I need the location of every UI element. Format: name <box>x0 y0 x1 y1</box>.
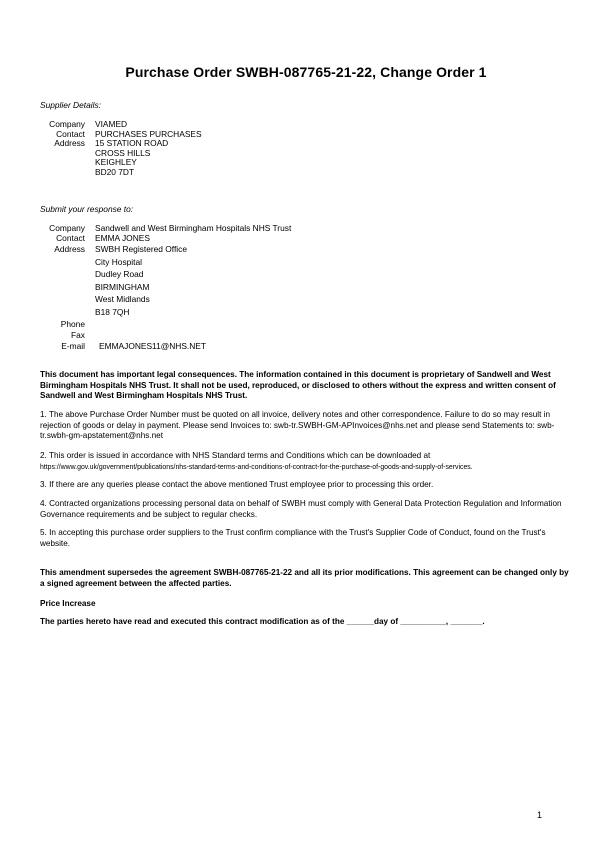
supplier-address-row <box>40 168 202 178</box>
supplier-contact-value: PURCHASES PURCHASES <box>95 128 202 139</box>
response-company-key: Company <box>49 223 85 233</box>
term-1: 1. The above Purchase Order Number must be quoted on all invoice, delivery notes and other correspondence. Failure to do so may result in rejection of goods or delay in payment. Please send Invoices to: swb-tr.SWBH-GM-APInvoices@nhs.net and please send Statements to: swb-tr.swbh-gm-apstatement@nhs.net <box>40 410 555 441</box>
response-address-row <box>40 256 291 269</box>
response-address-line: BIRMINGHAM <box>95 281 150 292</box>
response-address-line: West Midlands <box>95 294 150 305</box>
response-company-value: Sandwell and West Birmingham Hospitals NHS Trust <box>95 223 292 233</box>
response-address-row <box>40 293 291 306</box>
response-address-row <box>40 281 291 294</box>
term-2 <box>40 451 570 473</box>
supplier-details <box>40 120 202 178</box>
response-address-row <box>40 306 291 319</box>
response-phone-key: Phone <box>60 319 85 330</box>
supplier-contact-key: Contact <box>56 128 85 139</box>
response-email-row <box>40 340 291 353</box>
page-title: Purchase Order SWBH-087765-21-22, Change Order 1 <box>125 64 487 80</box>
response-section-label: Submit your response to: <box>40 204 134 214</box>
response-address-line: B18 7QH <box>95 306 130 317</box>
response-address-row <box>40 268 291 281</box>
response-fax-row <box>40 331 291 341</box>
response-phone-value <box>95 318 291 331</box>
legal-notice: This document has important legal consequences. The information contained in this document is proprietary of Sandwell and West Birmingham Hospitals NHS Trust. It shall not be used, reproduced, or disclosed to others without the express and written consent of Sandwell and West Birmingham Hospitals NHS Trust. <box>40 370 556 401</box>
response-contact-value: EMMA JONES <box>95 232 150 243</box>
page-number: 1 <box>536 810 542 820</box>
term-3: 3. If there are any queries please contact the above mentioned Trust employee prior to processing this order. <box>40 480 434 489</box>
terms-url-link[interactable]: https://www.gov.uk/government/publications/nhs-standard-terms-and-conditions-of-contract-for-the-purchase-of-goods-and-supply-of-services. <box>40 463 473 471</box>
supplier-address-line: KEIGHLEY <box>95 157 137 168</box>
response-address-line: Dudley Road <box>95 269 144 280</box>
response-contact-row <box>40 234 291 244</box>
supplier-address-key: Address <box>54 138 85 149</box>
supplier-section-label: Supplier Details: <box>40 100 101 110</box>
supplier-company-value: VIAMED <box>95 119 128 129</box>
amendment-text: This amendment supersedes the agreement SWBH-087765-21-22 and all its prior modifications. This agreement can be changed only by a signed agreement between the affected parties. <box>40 568 569 588</box>
response-address-line: SWBH Registered Office <box>95 244 188 255</box>
change-reason: Price Increase <box>40 599 96 608</box>
supplier-address-line: CROSS HILLS <box>95 147 151 158</box>
supplier-address-line: BD20 7DT <box>95 166 135 177</box>
response-fax-key: Fax <box>71 329 85 340</box>
response-fax-value <box>95 331 291 341</box>
response-address-line: City Hospital <box>95 256 143 267</box>
response-phone-row <box>40 318 291 331</box>
supplier-address-line: 15 STATION ROAD <box>95 138 169 149</box>
response-email-value: EMMAJONES11@NHS.NET <box>99 341 207 352</box>
execution-clause: The parties hereto have read and executed this contract modification as of the ______day of __________, _______. <box>40 617 485 626</box>
term-5: 5. In accepting this purchase order suppliers to the Trust confirm compliance with the Trust's Supplier Code of Conduct, found on the Trust's website. <box>40 528 546 548</box>
response-address-row <box>40 243 291 256</box>
response-email-key: E-mail <box>61 341 85 352</box>
term-2-text: 2. This order is issued in accordance with NHS Standard terms and Conditions which can be downloaded at <box>40 451 431 460</box>
supplier-company-key: Company <box>49 119 85 129</box>
term-4: 4. Contracted organizations processing personal data on behalf of SWBH must comply with General Data Protection Regulation and Information Governance requirements and be subject to regular checks. <box>40 499 562 519</box>
response-details <box>40 224 291 353</box>
response-address-key: Address <box>54 244 85 255</box>
response-contact-key: Contact <box>56 232 85 243</box>
